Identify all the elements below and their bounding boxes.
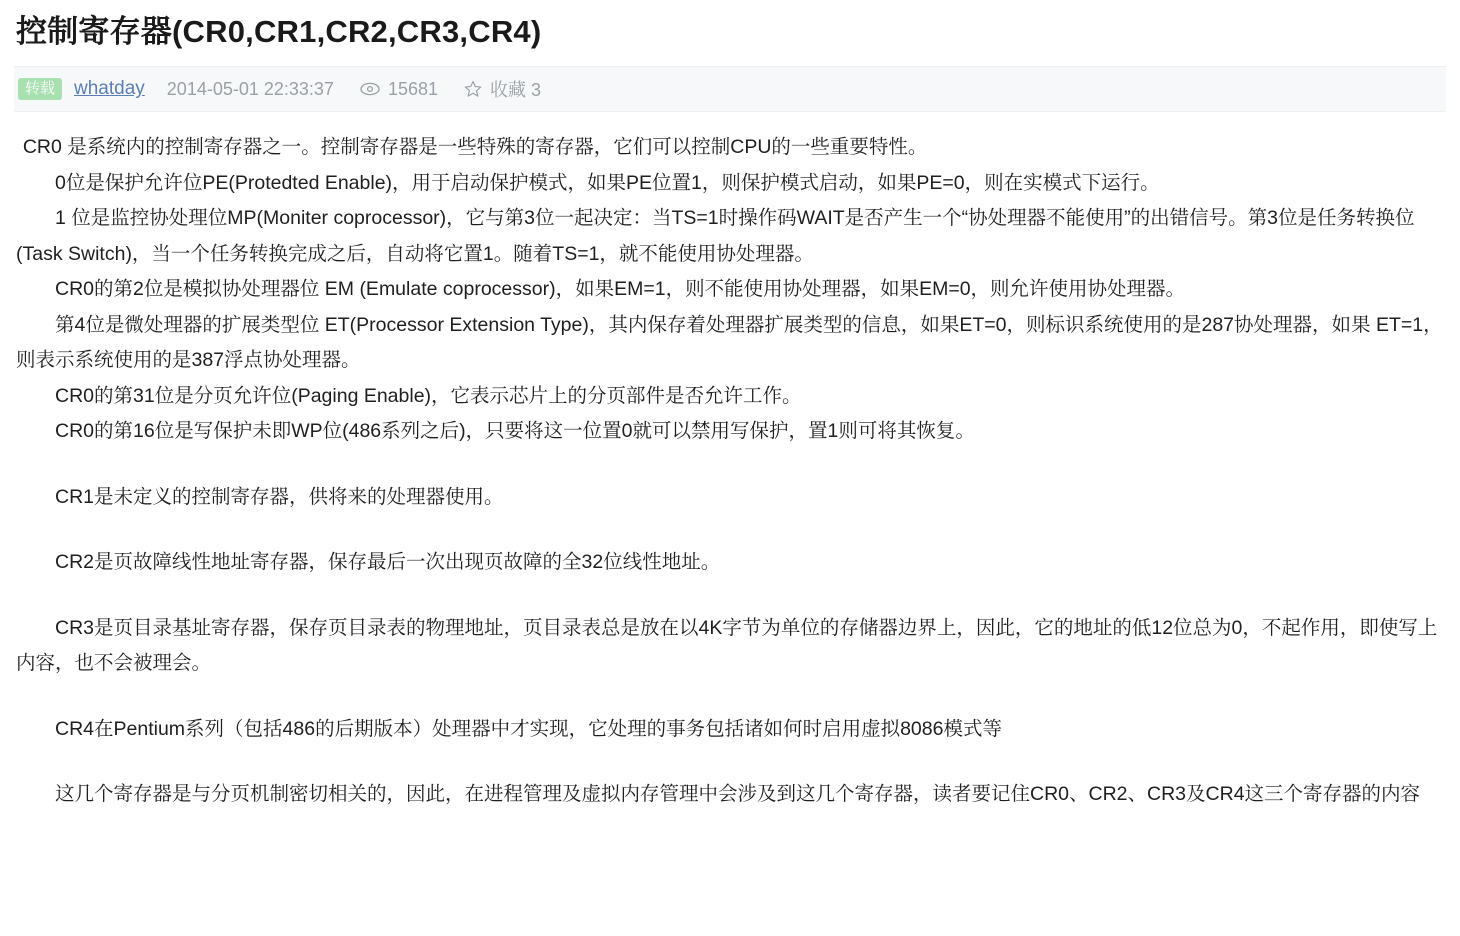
article-page (0, 12, 1460, 813)
paragraph-spacer (16, 450, 1444, 480)
favorite-label: 收藏 3 (490, 80, 542, 101)
publish-timestamp: 2014-05-01 22:33:37 (166, 78, 334, 99)
favorite-button[interactable] (464, 76, 541, 102)
article-meta-bar (14, 66, 1446, 112)
paragraph-spacer (16, 682, 1444, 712)
paragraph: 1 位是监控协处理位MP(Moniter coprocessor)，它与第3位一起决定：当TS=1时操作码WAIT是否产生一个“协处理器不能使用”的出错信号。第3位是任务转换位(Task Switch)，当一个任务转换完成之后，自动将它置1。随着TS=1，就不能使用协处理器。 (16, 207, 1415, 265)
paragraph: 第4位是微处理器的扩展类型位 ET(Processor Extension Type)，其内保存着处理器扩展类型的信息，如果ET=0，则标识系统使用的是287协处理器，如果 ET=1，则表示系统使用的是387浮点协处理器。 (16, 313, 1443, 372)
paragraph: CR1是未定义的控制寄存器，供将来的处理器使用。 (55, 485, 504, 508)
paragraph-spacer (16, 581, 1444, 611)
page-title: 控制寄存器(CR0,CR1,CR2,CR3,CR4) (16, 14, 542, 49)
star-icon (464, 80, 482, 98)
paragraph: CR2是页故障线性地址寄存器，保存最后一次出现页故障的全32位线性地址。 (55, 551, 721, 574)
paragraph: CR0 是系统内的控制寄存器之一。控制寄存器是一些特殊的寄存器，它们可以控制CPU的一些重要特性。 (22, 136, 928, 159)
view-count (360, 79, 438, 100)
paragraph-spacer (16, 515, 1444, 545)
author-link[interactable]: whatday (74, 78, 145, 100)
article-body (14, 130, 1446, 812)
eye-icon (360, 82, 380, 96)
paragraph: CR3是页目录基址寄存器，保存页目录表的物理地址，页目录表总是放在以4K字节为单位的存储器边界上，因此，它的地址的低12位总为0，不起作用，即使写上内容，也不会被理会。 (16, 616, 1438, 675)
paragraph: CR0的第31位是分页允许位(Paging Enable)，它表示芯片上的分页部件是否允许工作。 (55, 384, 802, 407)
paragraph: CR0的第16位是写保护未即WP位(486系列之后)，只要将这一位置0就可以禁用写保护，置1则可将其恢复。 (55, 420, 975, 443)
paragraph: 这几个寄存器是与分页机制密切相关的，因此，在进程管理及虚拟内存管理中会涉及到这几个寄存器，读者要记住CR0、CR2、CR3及CR4这三个寄存器的内容 (55, 783, 1421, 806)
paragraph: CR0的第2位是模拟协处理器位 EM (Emulate coprocessor)，如果EM=1，则不能使用协处理器，如果EM=0，则允许使用协处理器。 (55, 278, 1186, 301)
view-count-value: 15681 (387, 78, 439, 99)
status-badge: 转载 (18, 78, 62, 100)
paragraph-spacer (16, 747, 1444, 777)
paragraph: CR4在Pentium系列（包括486的后期版本）处理器中才实现，它处理的事务包括诸如何时启用虚拟8086模式等 (55, 717, 1002, 740)
paragraph: 0位是保护允许位PE(Protedted Enable)，用于启动保护模式，如果PE位置1，则保护模式启动，如果PE=0，则在实模式下运行。 (55, 171, 1160, 194)
